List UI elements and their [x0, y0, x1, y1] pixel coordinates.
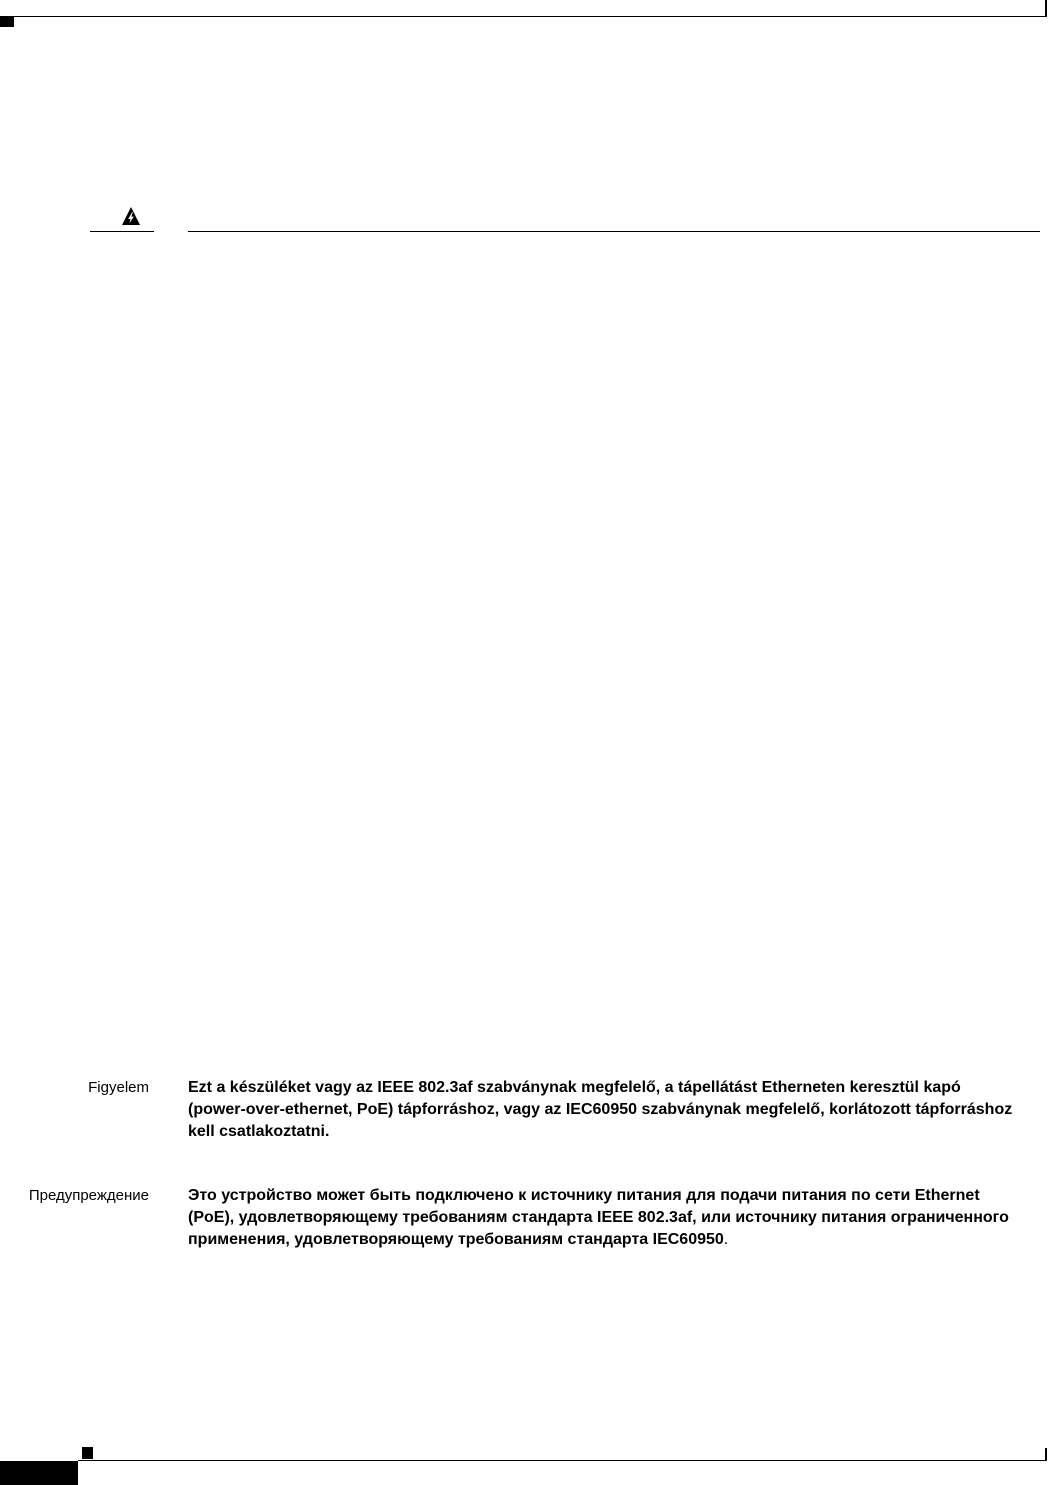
header-crop-mark [0, 17, 14, 27]
warning-text-russian [188, 1185, 1018, 1251]
footer-corner-mark [1045, 1448, 1047, 1461]
warning-triangle-lightning-icon [121, 206, 141, 226]
footer-rule [78, 1460, 1046, 1461]
header-rule [0, 16, 1046, 17]
footer-crop-mark [82, 1447, 93, 1459]
header-corner-mark [1045, 0, 1047, 17]
warning-icon-rule [90, 231, 154, 232]
warning-label-russian: Предупреждение [28, 1187, 149, 1204]
warning-text-russian-tail: . [723, 1231, 729, 1248]
warning-title-rule [188, 231, 1040, 232]
footer-page-tab [0, 1461, 78, 1485]
warning-label-hungarian: Figyelem [88, 1079, 149, 1096]
warning-text-russian-body: Это устройство может быть подключено к источнику питания для подачи питания по сети Ethernet (PoE), удовлетворяющему требованиям стандарта IEEE 802.3af, или источнику питания ограниченного применения, удовлетворяющему требованиям стандарта IEC60950 [188, 1187, 1009, 1248]
warning-text-hungarian: Ezt a készüléket vagy az IEEE 802.3af szabványnak megfelelő, a tápellátást Etherneten keresztül kapó (power-over-ethernet, PoE) tápforráshoz, vagy az IEC60950 szabványnak megfelelő, korlátozott tápforráshoz kell csatlakoztatni. [188, 1079, 1013, 1140]
